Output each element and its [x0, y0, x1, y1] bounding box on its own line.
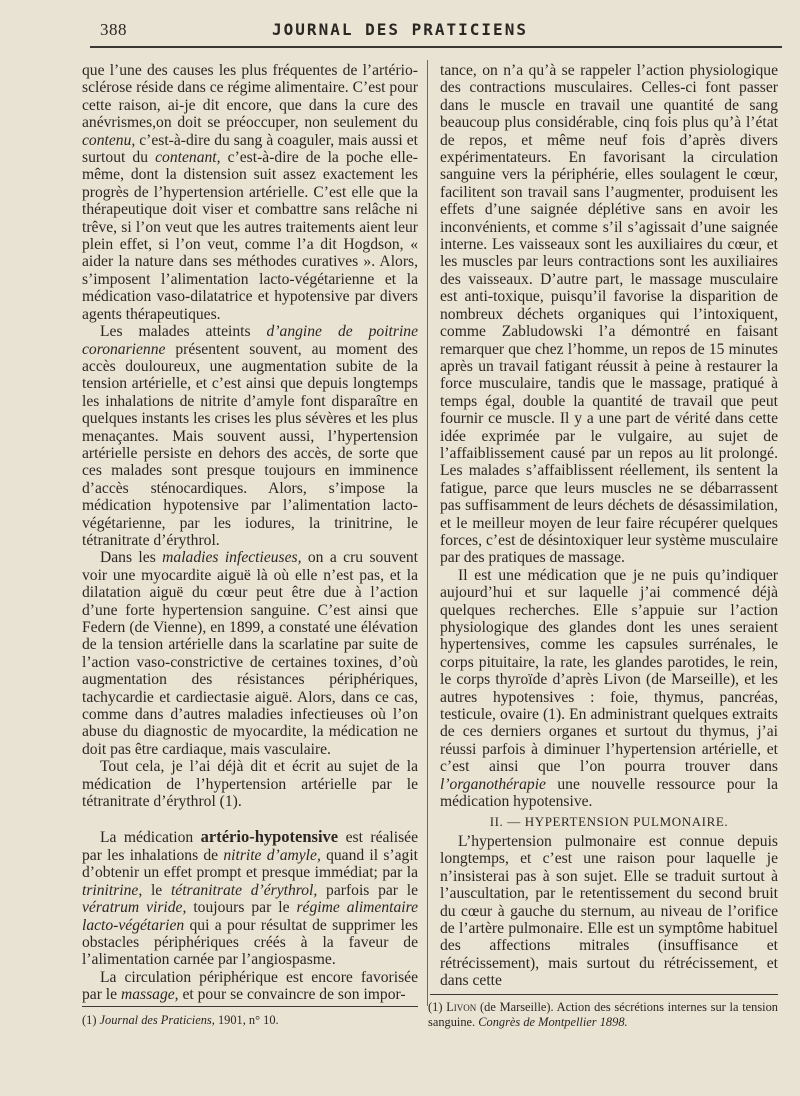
- paragraph-angina: Les malades atteints d’angine de poitrine coronarienne présentent souvent, au moment des accès douloureux, une augmentation subite de la tension artérielle, et c’est ainsi que depuis longtemps les inhalations de nitrite d’amyle font disparaître en quelques instants les crises les plus sévères et les plus menaçantes. Mais souvent aussi, l’hypertension artérielle persiste en dehors des accès, de sorte que ces malades sont presque toujours en imminence d’accès sténocardiques. Alors, s’impose la médication hypotensive par l’alimentation lacto-végétarienne, par les iodures, la trinitrine, le tétranitrate d’érythrol.: [82, 323, 419, 549]
- left-column: [82, 62, 418, 1004]
- footnote-rule-right: [430, 994, 778, 995]
- column-divider: [427, 60, 428, 1006]
- paragraph-arteriosclerosis: que l’une des causes les plus fréquentes de l’artério-sclérose réside dans ce régime alimentaire. C’est pour cette raison, ai-je dit encore, que dans la cure des anévrismes,on doit se préoccuper, non seulement du contenu, c’est-à-dire du sang à coaguler, mais aussi et surtout du contenant, c’est-à-dire de la poche elle-même, dont la distension suit assez exactement les progrès de l’hypertension artérielle. C’est elle que la thérapeutique doit viser et combattre sans relâche ni trêve, si l’on veut que les autres traitements aient leur plein effet, si l’on veut, comme l’a dit Hogdson, « aider la nature dans ses méthodes curatives ». Alors, s’imposent l’alimentation lacto-végétarienne et la médication vaso-dilatatrice et hypotensive par divers agents thérapeutiques.: [82, 62, 418, 323]
- journal-title: JOURNAL DES PRATICIENS: [272, 20, 528, 39]
- header-rule: [90, 46, 782, 48]
- footnote-right: (1) Livon (de Marseille). Action des sécrétions internes sur la tension sanguine. Congrès de Montpellier 1898.: [428, 1000, 779, 1029]
- page-number: 388: [100, 20, 127, 39]
- right-column: [440, 62, 778, 990]
- paragraph-summary: Tout cela, je l’ai déjà dit et écrit au sujet de la médication de l’hypertension artérielle par le tétranitrate d’érythrol (1).: [82, 758, 418, 811]
- page-header: [0, 0, 800, 52]
- footnote-left: (1) Journal des Praticiens, 1901, n° 10.: [82, 1013, 279, 1027]
- paragraph-massage: La circulation périphérique est encore favorisée par le massage, et pour se convaincre de son impor-: [82, 968, 418, 1004]
- paragraph-glands: Il est une médication que je ne puis qu’indiquer aujourd’hui et sur laquelle j’ai commencé déjà quelques recherches. Elle s’appuie sur l’action physiologique des glandes dont les unes seraient hypertensives, comme les capsules surrénales, le corps pituitaire, la rate, les glandes parotides, le rein, le corps thyroïde d’après Livon (de Marseille), et les autres hypotensives : foie, thymus, pancréas, testicule, ovaire (1). En administrant quelques extraits de ces derniers organes et surtout du thymus, j’ai réussi parfois à diminuer l’hypertension artérielle, et c’est ainsi que l’on pourra trouver dans l’organothérapie une nouvelle ressource pour la médication hypotensive.: [440, 566, 778, 811]
- paragraph-infectious-diseases: Dans les maladies infectieuses, on a cru souvent voir une myocardite aiguë là où elle n’est pas, et la dilatation aiguë du cœur peut être due à l’action d’une forte hypertension sanguine. C’est ainsi que Federn (de Vienne), en 1899, a constaté une élévation de la tension artérielle dans la scarlatine par suite de l’action vaso-constrictive de certaines toxines, d’où augmentation des résistances périphériques, tachycardie et cardiectasie aiguë. Alors, dans ce cas, comme dans d’autres maladies infectieuses où l’on abuse du diagnostic de myocardite, la médication ne doit pas être cardiaque, mais vasculaire.: [82, 549, 418, 758]
- footnote-rule-left: [82, 1006, 418, 1007]
- paragraph-pulmonary-hypertension: L’hypertension pulmonaire est connue depuis longtemps, et c’est une raison pour laquelle je n’insisterai pas à son sujet. Elle se traduit surtout à l’auscultation, par le retentissement du second bruit du cœur à gauche du sternum, au niveau de l’orifice de l’artère pulmonaire. Elle est un symptôme habituel des affections mitrales (insuffisance et rétrécissement), mais surtout du rétrécissement, et dans cette: [440, 832, 778, 990]
- paragraph-hypotensive-medication: La médication artério-hypotensive est réalisée par les inhalations de nitrite d’amyle, quand il s’agit d’obtenir un effet prompt et presque immédiat; par la trinitrine, le tétranitrate d’érythrol, parfois par le vératrum viride, toujours par le régime alimentaire lacto-végétarien qui a pour résultat de supprimer les obstacles périphériques créés à la faveur de l’alimentation carnée par l’angiospasme.: [82, 827, 419, 969]
- section-heading: II. — HYPERTENSION PULMONAIRE.: [489, 814, 729, 830]
- paragraph-muscle-physiology: tance, on n’a qu’à se rappeler l’action physiologique des contractions musculaires. Celles-ci font passer dans le muscle en travail une quantité de sang beaucoup plus considérable, cinq fois plus qu’à l’état de repos, et même neuf fois d’après divers expérimentateurs. En favorisant la circulation sanguine vers la périphérie, elles soulagent le cœur, facilitent son travail sans l’augmenter, produisent les effets d’une saignée déplétive sans en avoir les inconvénients, et comme s’il s’agissait d’une saignée interne. Les vaisseaux sont les auxiliaires du cœur, et les muscles par leurs contractions sont les auxiliaires des vaisseaux. D’autre part, le massage musculaire est anti-toxique, puisqu’il favorise la disparition de nombreux déchets organiques qui l’intoxiquent, comme Zabludowski l’a démontré en faisant remarquer que chez l’homme, un repos de 15 minutes après un travail fatigant réussit à peine à restaurer la force musculaire, tandis que le massage, pratiqué à temps égal, double la quantité de travail que peut fournir ce muscle. Il y a une part de vérité dans cette idée exprimée par le vulgaire, au sujet de l’affaiblissement causé par un repos au lit prolongé. Les malades s’affaiblissent réellement, ils sentent la fatigue, parce que leurs muscles ne se débarrassent pas suffisamment de leurs déchets de désassimilation, et le meilleur moyen de leur faire récupérer quelques forces, c’est de désintoxiquer leur système musculaire par des pratiques de massage.: [440, 62, 778, 567]
